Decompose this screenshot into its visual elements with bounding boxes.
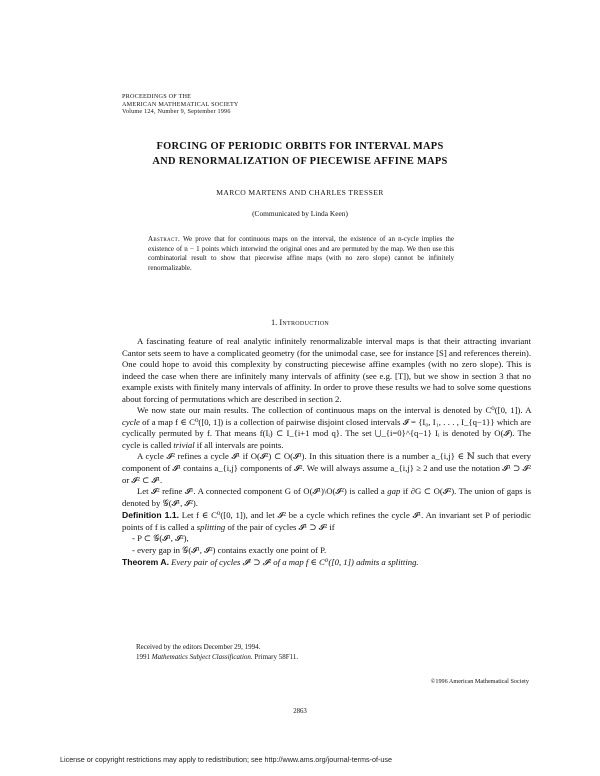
paragraph-text: if all intervals are points. xyxy=(196,439,284,450)
term-cycle: cycle xyxy=(122,416,140,427)
definition-conditions xyxy=(122,533,531,556)
paper-title-line: FORCING OF PERIODIC ORBITS FOR INTERVAL MAPS xyxy=(156,141,444,152)
communicated-by: (Communicated by Linda Keen) xyxy=(252,209,348,218)
paper-title xyxy=(0,139,600,169)
journal-header-line: PROCEEDINGS OF THE xyxy=(122,93,192,100)
abstract-label: Abstract. xyxy=(148,235,181,243)
footnotes xyxy=(136,643,298,662)
condition-item: - every gap in 𝒢(𝓘¹, 𝓘²) contains exactly one point of P. xyxy=(132,544,327,555)
msc-classification xyxy=(136,653,298,663)
theorem-text: Every pair of cycles 𝓘¹ ⊃ 𝓘² of a map f ∈ C⁰([0, 1]) admits a splitting. xyxy=(171,557,419,568)
paragraph xyxy=(122,486,531,509)
paragraph: A cycle 𝓘² refines a cycle 𝓘¹ if O(𝓘²) ⊂ O(𝓘¹). In this situation there is a number a_{i,j} ∈ ℕ such that every component of 𝓘¹ contains a_{i,j} components of 𝓘². We will always assume a_{i,j} ≥ 2 and use the notation 𝓘¹ ⊃ 𝓘² or 𝓘² ⊂ 𝓘¹. xyxy=(122,451,531,485)
definition-text: Let f ∈ C⁰([0, 1]), and let 𝓘² be a cycle which refines the cycle 𝓘¹. An invariant set P of periodic points of f is called a xyxy=(122,510,531,532)
theorem xyxy=(122,557,531,569)
definition xyxy=(122,510,531,533)
paragraph-text: if ∂G ⊂ O(𝓘²). The union of gaps is denoted by 𝒢(𝓘¹, 𝓘²). xyxy=(122,486,532,508)
definition-text: of the pair of cycles 𝓘¹ ⊃ 𝓘² if xyxy=(227,521,335,532)
paragraph-text: of a map f ∈ C⁰([0, 1]) is a collection of pairwise disjoint closed intervals 𝓘 = {I₀, I₁, . . . , I_{q−1}} which are cyclically permuted by f. That means f(Iᵢ) ⊂ I_{i+1 mod q}. The set ⋃_{i=0}^{q−1} Iᵢ is denoted by O(𝓘). The cycle is called xyxy=(122,416,531,450)
journal-header xyxy=(122,93,239,116)
body-text xyxy=(122,336,531,569)
msc-year: 1991 xyxy=(136,652,150,661)
license-footer: License or copyright restrictions may apply to redistribution; see http://www.ams.org/journal-terms-of-use xyxy=(60,755,392,764)
paragraph: A fascinating feature of real analytic infinitely renormalizable interval maps is that their attracting invariant Cantor sets seem to have a complicated geometry (for the unimodal case, see for instance [S] and references therein). One could hope to avoid this complexity by constructing piecewise affine examples (with no zero slope). This is indeed the case when there are infinitely many intervals of affinity (see e.g. [T]), but we show in section 3 that no example exists with finitely many intervals of affinity. In order to prove these results we had to solve some questions about forcing of permutations which are described in section 2. xyxy=(122,336,531,404)
section-number: 1. xyxy=(270,318,278,327)
paragraph-text: We now state our main results. The collection of continuous maps on the interval is denoted by C⁰([0, 1]). A xyxy=(137,405,531,416)
journal-volume-line: Volume 124, Number 9, September 1996 xyxy=(122,108,231,116)
definition-label: Definition 1.1. xyxy=(122,510,179,521)
page-number: 2863 xyxy=(293,708,307,715)
paragraph xyxy=(122,405,531,451)
section-heading xyxy=(0,318,600,327)
condition-item: - P ⊂ 𝒢(𝓘¹, 𝓘²), xyxy=(132,533,189,544)
term-gap: gap xyxy=(387,486,401,497)
abstract-text: We prove that for continuous maps on the interval, the existence of an n-cycle implies the existence of n − 1 points which interwind the original ones and are permuted by the map. We then use this combinatorial result to show that piecewise affine maps (with no zero slope) cannot be infinitely renormalizable. xyxy=(148,235,455,273)
received-date: Received by the editors December 29, 1994. xyxy=(136,643,261,651)
section-title: Introduction xyxy=(279,318,330,327)
msc-label: Mathematics Subject Classification. xyxy=(151,652,253,661)
msc-value: Primary 58F11. xyxy=(254,652,299,661)
term-splitting: splitting xyxy=(196,521,226,532)
paper-title-line: AND RENORMALIZATION OF PIECEWISE AFFINE MAPS xyxy=(152,156,448,167)
term-trivial: trivial xyxy=(173,439,195,450)
paper-authors: MARCO MARTENS AND CHARLES TRESSER xyxy=(216,188,384,197)
journal-header-line: AMERICAN MATHEMATICAL SOCIETY xyxy=(122,100,239,108)
theorem-label: Theorem A. xyxy=(122,557,169,568)
abstract xyxy=(148,235,454,274)
copyright-notice: ©1996 American Mathematical Society xyxy=(430,678,529,685)
paragraph-text: Let 𝓘² refine 𝓘¹. A connected component G of O(𝓘¹)\O(𝓘²) is called a xyxy=(137,486,385,497)
